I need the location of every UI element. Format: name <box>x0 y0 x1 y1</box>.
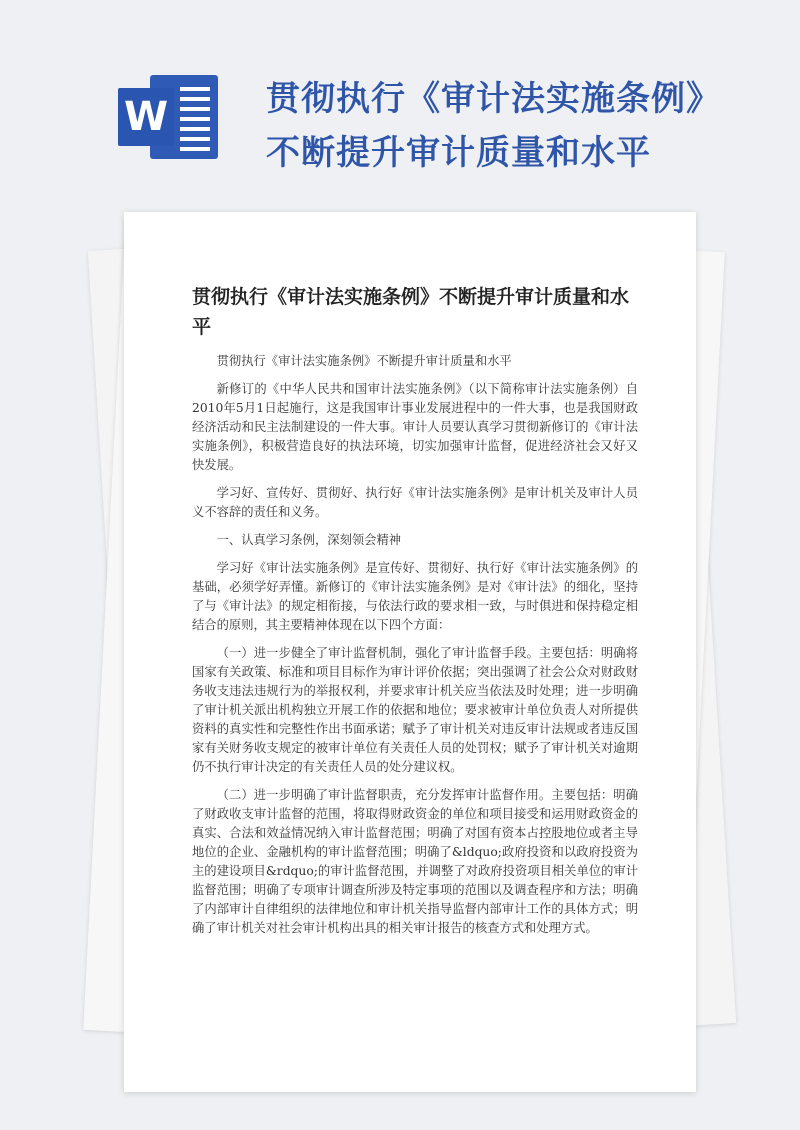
section-heading: 一、认真学习条例，深刻领会精神 <box>216 533 402 547</box>
paragraph-intro: 新修订的《中华人民共和国审计法实施条例》（以下简称审计法实施条例）自2010年5月1日起施行，这是我国审计事业发展进程中的一件大事，也是我国财政经济活动和民主法制建设的一件大事。审计人员要认真学习贯彻新修订的《审计法实施条例》，积极营造良好的执法环境，切实加强审计监督，促进经济社会又好又快发展。 <box>192 382 638 472</box>
document-title: 贯彻执行《审计法实施条例》不断提升审计质量和水平 <box>192 286 630 338</box>
word-icon <box>118 66 220 168</box>
paragraph-point-2: （二）进一步明确了审计监督职责，充分发挥审计监督作用。主要包括：明确了财政收支审计监督的范围，将取得财政资金的单位和项目接受和运用财政资金的真实、合法和效益情况纳入审计监督范围；明确了对国有资本占控股地位或者主导地位的企业、金融机构的审计监督范围；明确了&ldquo;政府投资和以政府投资为主的建设项目&rdquo;的审计监督范围，并调整了对政府投资项目相关单位的审计监督范围；明确了专项审计调查所涉及特定事项的范围以及调查程序和方法；明确了内部审计自律组织的法律地位和审计机关指导监督内部审计工作的具体方式；明确了审计机关对社会审计机构出具的相关审计报告的核查方式和处理方式。 <box>192 788 638 935</box>
paragraph-point-1: （一）进一步健全了审计监督机制，强化了审计监督手段。主要包括：明确将国家有关政策、标准和项目目标作为审计评价依据；突出强调了社会公众对财政财务收支违法违规行为的举报权利，并要求审计机关应当依法及时处理；进一步明确了审计机关派出机构独立开展工作的依据和地位；要求被审计单位负责人对所提供资料的真实性和完整性作出书面承诺；赋予了审计机关对违反审计法规或者违反国家有关财务收支规定的被审计单位有关责任人员的处罚权；赋予了审计机关对逾期仍不执行审计决定的有关责任人员的处分建议权。 <box>192 646 638 774</box>
word-icon-badge: W <box>118 88 174 146</box>
paragraph-duty: 学习好、宣传好、贯彻好、执行好《审计法实施条例》是审计机关及审计人员义不容辞的责任和义务。 <box>192 486 638 519</box>
paragraph-spirit: 学习好《审计法实施条例》是宣传好、贯彻好、执行好《审计法实施条例》的基础，必须学好弄懂。新修订的《审计法实施条例》是对《审计法》的细化，坚持了与《审计法》的规定相衔接，与依法行政的要求相一致，与时俱进和保持稳定相结合的原则，其主要精神体现在以下四个方面： <box>192 561 638 632</box>
document-body <box>192 352 638 947</box>
header-title <box>266 72 786 180</box>
header-title-line2: 不断提升审计质量和水平 <box>266 133 651 173</box>
paragraph-subtitle: 贯彻执行《审计法实施条例》不断提升审计质量和水平 <box>216 354 512 368</box>
header-title-line1: 贯彻执行《审计法实施条例》 <box>266 79 721 119</box>
header <box>0 0 800 200</box>
